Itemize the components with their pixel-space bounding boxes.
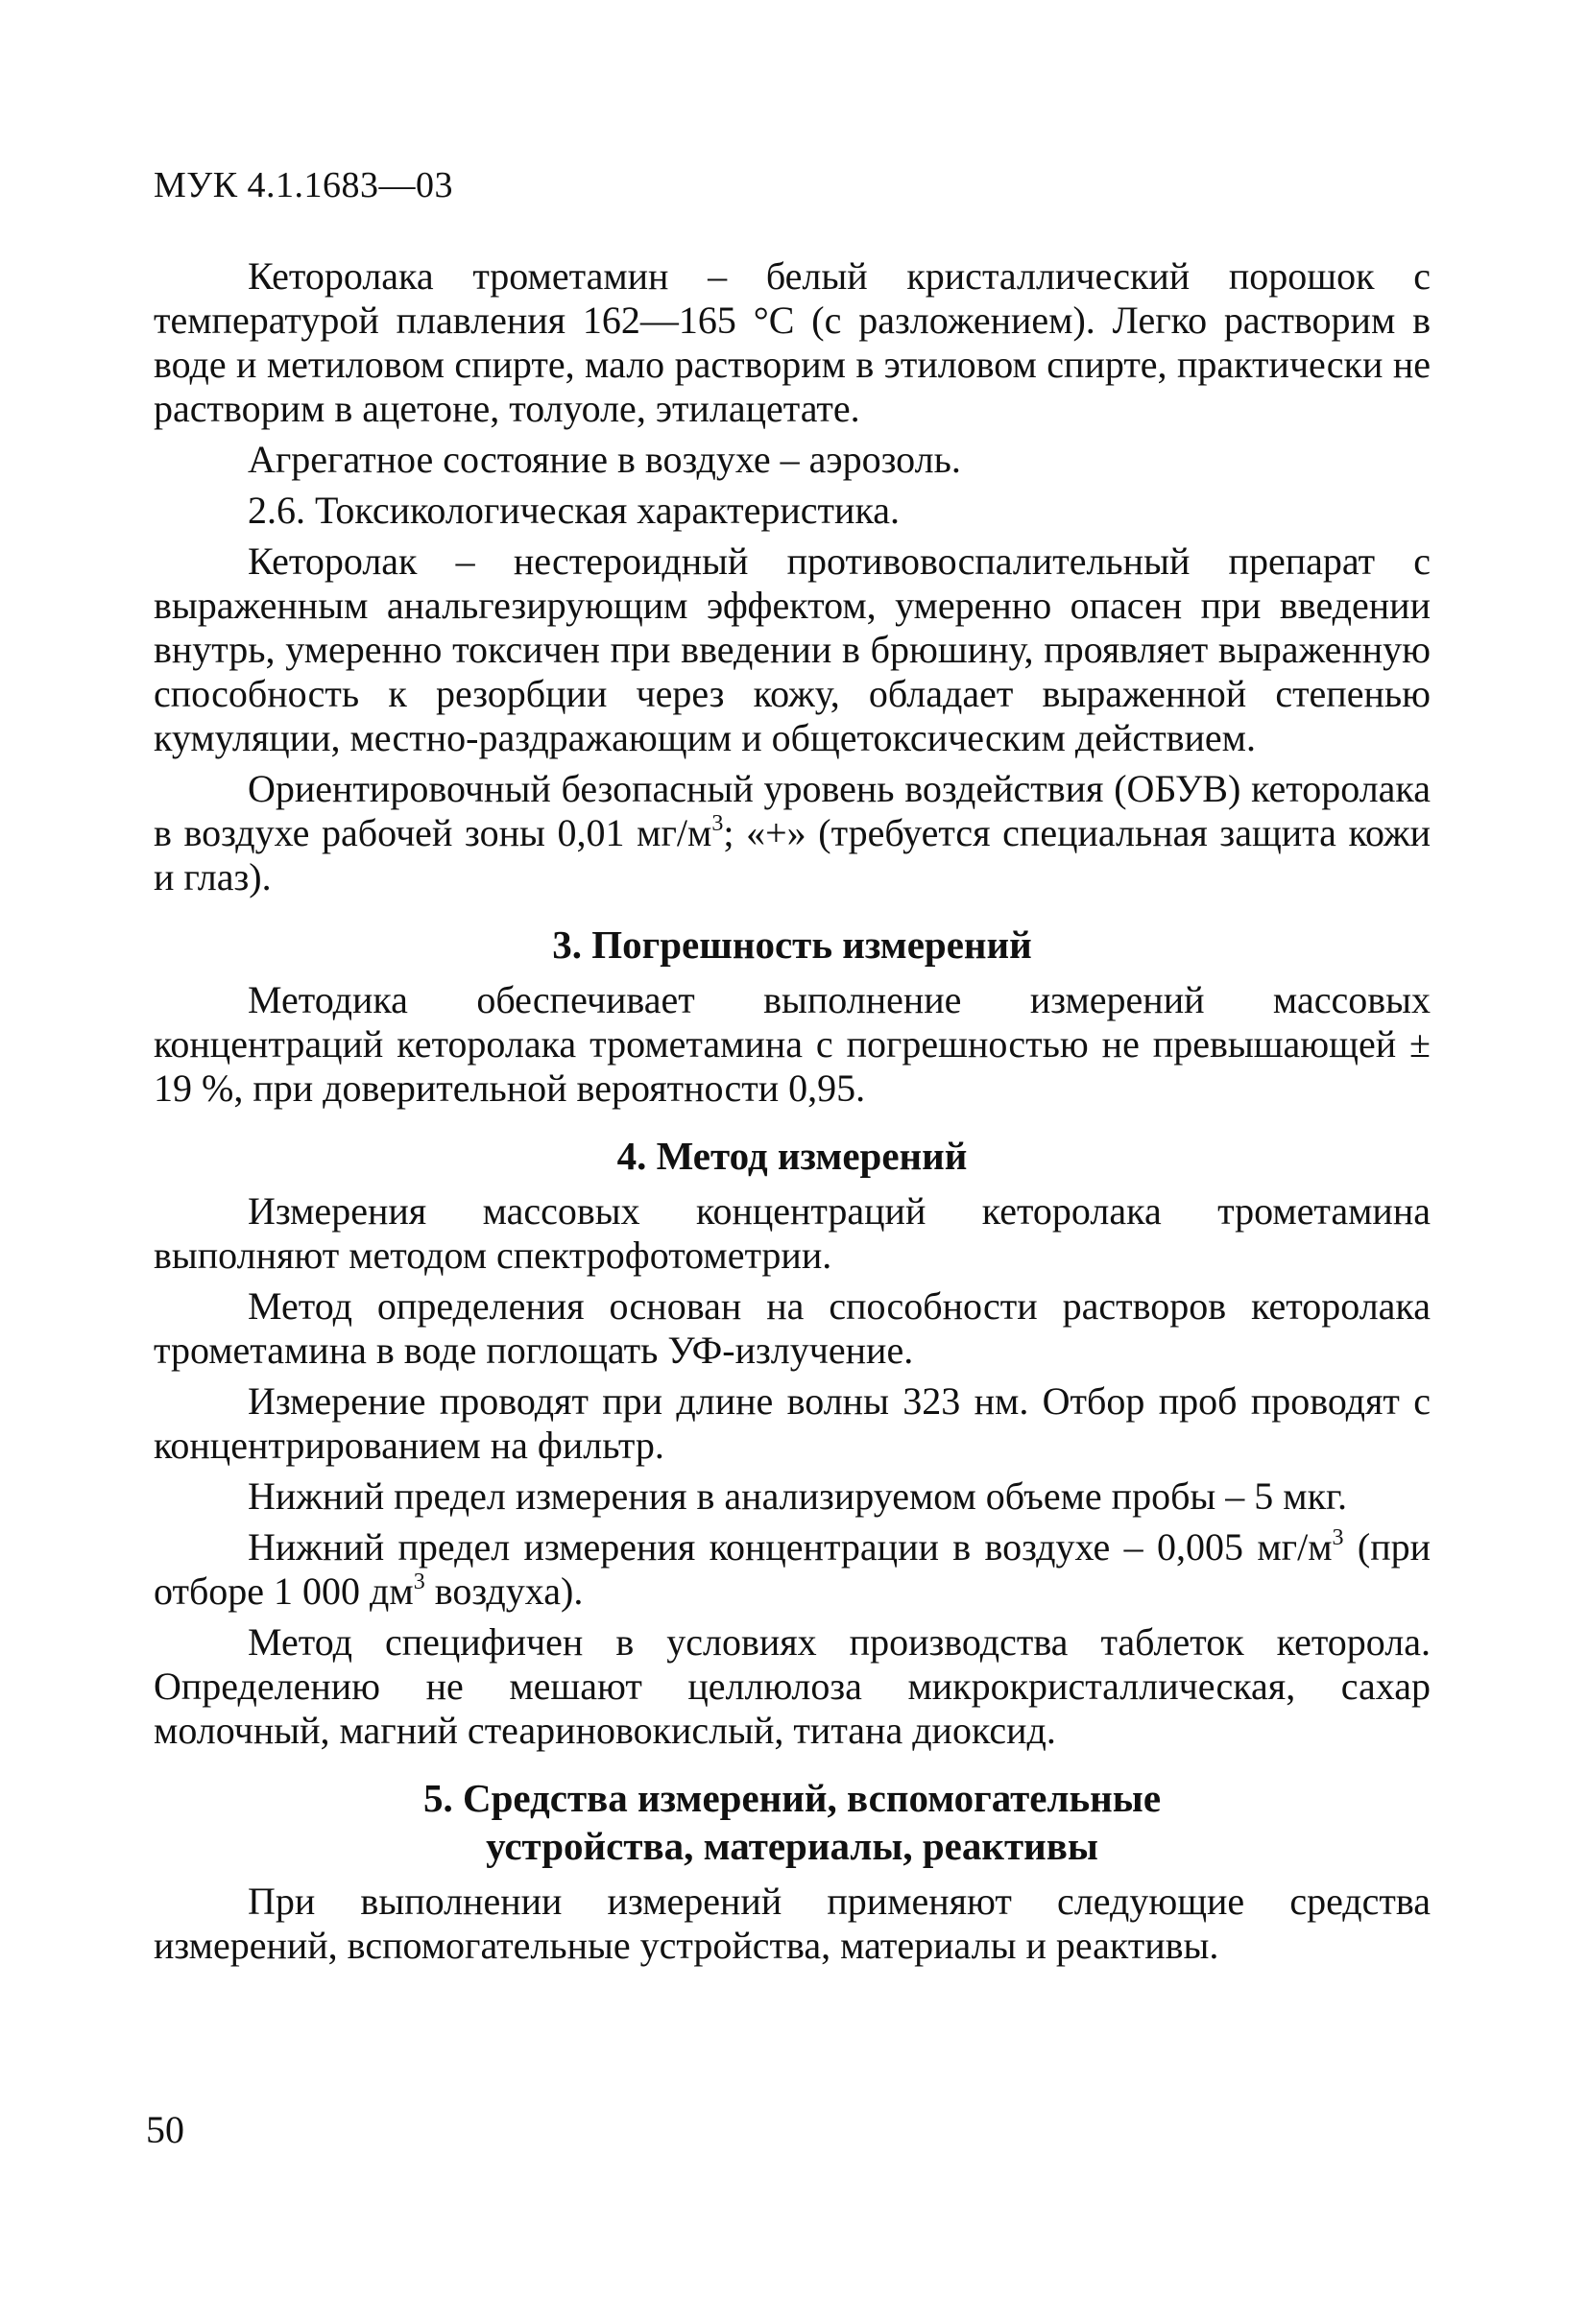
section-4-heading: 4. Метод измерений — [616, 1134, 968, 1178]
limit-superscript-2: 3 — [413, 1569, 425, 1594]
section-3-paragraph: Методика обеспечивает выполнение измерений массовых концентраций кеторолака трометамина с погрешностью не превышающей ± 19 %, при доверительной вероятности 0,95. — [154, 978, 1431, 1110]
section-5-heading-line-2: устройства, материалы, реактивы — [486, 1824, 1098, 1868]
paragraph-obuv — [154, 767, 1431, 899]
section-4-paragraph-1: Измерения массовых концентраций кеторолака трометамина выполняют методом спектрофотометрии. — [154, 1189, 1431, 1277]
document-body — [154, 254, 1431, 1975]
section-5-paragraph: При выполнении измерений применяют следующие средства измерений, вспомогательные устройства, материалы и реактивы. — [154, 1880, 1431, 1967]
limit-superscript-1: 3 — [1332, 1525, 1344, 1550]
limit-text-middle: (при отборе 1 000 дм — [154, 1525, 1432, 1613]
paragraph-aggregate-state: Агрегатное состояние в воздухе – аэрозоль. — [248, 438, 961, 481]
section-4-paragraph-4: Нижний предел измерения в анализируемом объеме пробы – 5 мкг. — [248, 1474, 1347, 1518]
obuv-text-before: Ориентировочный безопасный уровень воздействия (ОБУВ) кеторолака в воздухе рабочей зоны 0,01 мг/м — [154, 767, 1431, 854]
section-5-heading — [154, 1774, 1431, 1870]
obuv-superscript: 3 — [711, 811, 724, 836]
paragraph-toxicology-title: 2.6. Токсикологическая характеристика. — [248, 489, 901, 532]
section-5-heading-line-1: 5. Средства измерений, вспомогательные — [422, 1776, 1162, 1820]
section-4-paragraph-3: Измерение проводят при длине волны 323 нм. Отбор проб проводят с концентрированием на фильтр. — [154, 1379, 1431, 1467]
section-4-paragraph-6: Метод специфичен в условиях производства таблеток кеторола. Определению не мешают целлюлоза микрокристаллическая, сахар молочный, магний стеариновокислый, титана диоксид. — [154, 1620, 1431, 1752]
section-4-paragraph-2: Метод определения основан на способности растворов кеторолака трометамина в воде поглощать УФ-излучение. — [154, 1284, 1431, 1372]
paragraph-toxicology: Кеторолак – нестероидный противовоспалительный препарат с выраженным анальгезирующим эффектом, умеренно опасен при введении внутрь, умеренно токсичен при введении в брюшину, проявляет выраженную способность к резорбции через кожу, обладает выраженной степенью кумуляции, местно-раздражающим и общетоксическим действием. — [154, 539, 1431, 759]
document-code-header: МУК 4.1.1683—03 — [154, 165, 454, 205]
paragraph-properties: Кеторолака трометамин – белый кристаллический порошок с температурой плавления 162—165 °С (с разложением). Легко растворим в воде и метиловом спирте, мало растворим в этиловом спирте, практически не растворим в ацетоне, толуоле, этилацетате. — [154, 254, 1431, 430]
limit-text-after: воздуха). — [424, 1569, 584, 1613]
obuv-text-after: ; «+» (требуется специальная защита кожи и глаз). — [154, 811, 1432, 898]
section-4-paragraph-5 — [154, 1525, 1431, 1614]
limit-text-before: Нижний предел измерения концентрации в воздухе – 0,005 мг/м — [248, 1525, 1333, 1569]
section-3-heading: 3. Погрешность измерений — [552, 922, 1032, 967]
page-number: 50 — [146, 2108, 184, 2151]
